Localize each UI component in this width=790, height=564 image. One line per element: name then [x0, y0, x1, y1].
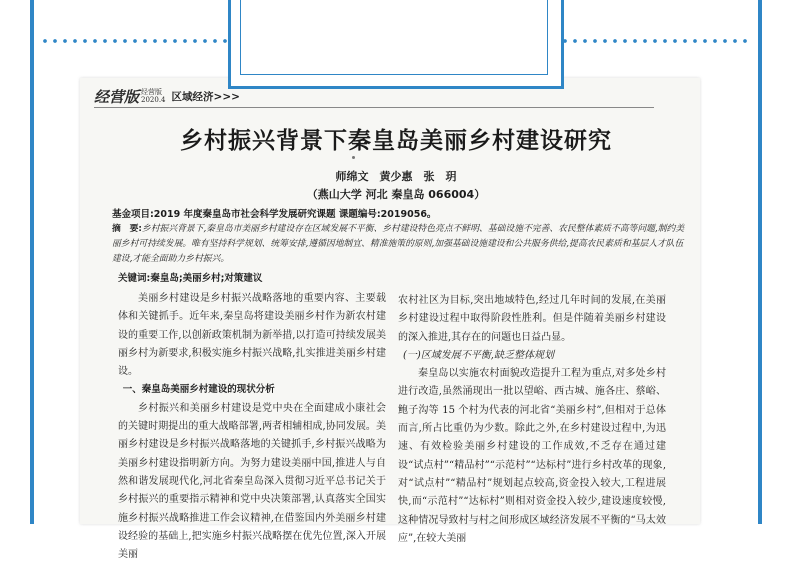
abstract-label: 摘 要: — [112, 224, 142, 234]
body-column-left — [118, 290, 386, 564]
top-frame-box-inner — [240, 0, 548, 75]
paragraph: 乡村振兴和美丽乡村建设是党中央在全面建成小康社会的关键时期提出的重大战略部署,两者相辅相成,协同发展。美丽乡村建设是乡村振兴战略落地的关键抓手,乡村振兴战略为美丽乡村建设指明新方向。为努力建设美丽中国,推进人与自然和谐发展现代化,河北省秦皇岛深入贯彻习近平总书记关于乡村振兴的重要指示精神和党中央决策部署,认真落实全国实施乡村振兴战略推进工作会议精神,在借鉴国内外美丽乡村建设经验的基础上,把实施乡村振兴战略摆在优先位置,深入开展美丽 — [118, 402, 386, 561]
keywords-text: 秦皇岛;美丽乡村;对策建议 — [150, 273, 263, 284]
paragraph: 农村社区为目标,突出地域特色,经过几年时间的发展,在美丽乡村建设过程中取得阶段性胜利。但是伴随着美丽乡村建设的深入推进,其存在的问题也日益凸显。 — [398, 295, 666, 343]
paragraph: 美丽乡村建设是乡村振兴战略落地的重要内容、主要载体和关键抓手。近年来,秦皇岛将建设美丽乡村作为新农村建设的重要工作,以创新政策机制为新举措,以打造可持续发展美丽乡村为新要求,积极实施乡村振兴战略,扎实推进美丽乡村建设。 — [118, 293, 386, 378]
subsection-heading: (一)区域发展不平衡,缺乏整体规划 — [403, 349, 554, 361]
paragraph: 秦皇岛以实施农村面貌改造提升工程为重点,对多处乡村进行改造,虽然涌现出一批以望峪、西古城、施各庄、蔡峪、鲍子沟等 15 个村为代表的河北省“美丽乡村”,但相对于总体而言,所占比重仍为少数。除此之外,在乡村建设过程中,为迅速、有效检验美丽乡村建设的工作成效,不乏存在通过建设“试点村”“精品村”“示范村”“达标村”进行乡村改革的现象,对“试点村”“精品村”规划起点较高,资金投入较大,工程进展快,而“示范村”“达标村”则相对资金投入较少,建设速度较慢,这种情况导致村与村之间形成区域经济发展不平衡的“马太效应”,在较大美丽 — [398, 368, 666, 544]
issue-info — [141, 88, 166, 104]
section-heading: 一、秦皇岛美丽乡村建设的现状分析 — [122, 384, 275, 396]
author-affiliation: （燕山大学 河北 秦皇岛 066004） — [306, 188, 486, 201]
column-name: 区域经济>>> — [171, 90, 240, 103]
journal-header — [94, 86, 240, 106]
journal-logo: 经营版 — [94, 87, 140, 106]
print-speck — [352, 156, 355, 159]
keywords-label: 关键词: — [118, 273, 151, 284]
keywords — [118, 270, 678, 284]
right-blue-frame-line — [758, 0, 762, 524]
issue-number: 2020.4 — [141, 96, 166, 104]
body-column-right — [398, 292, 666, 548]
abstract — [112, 222, 690, 267]
abstract-text: 乡村振兴背景下,秦皇岛市美丽乡村建设存在区域发展不平衡、乡村建设特色亮点不鲜明、基础设施不完善、农民整体素质不高等问题,制约美丽乡村可持续发展。唯有坚持科学规划、统筹安排,遵循因地制宜、精准施策的原则,加强基础设施建设和公共服务供给,提高农民素质和基层人才队伍建设,才能全面助力乡村振兴。 — [112, 224, 685, 264]
article-title: 乡村振兴背景下秦皇岛美丽乡村建设研究 — [180, 128, 612, 154]
issue-edition: 经营版 — [141, 88, 163, 96]
article-authors: 师绵文 黄少惠 张 玥 — [335, 170, 457, 183]
header-divider — [94, 107, 654, 108]
left-blue-frame-line — [30, 0, 34, 524]
fund-info: 基金项目:2019 年度秦皇岛市社会科学发展研究课题 课题编号:2019056。 — [112, 209, 437, 220]
